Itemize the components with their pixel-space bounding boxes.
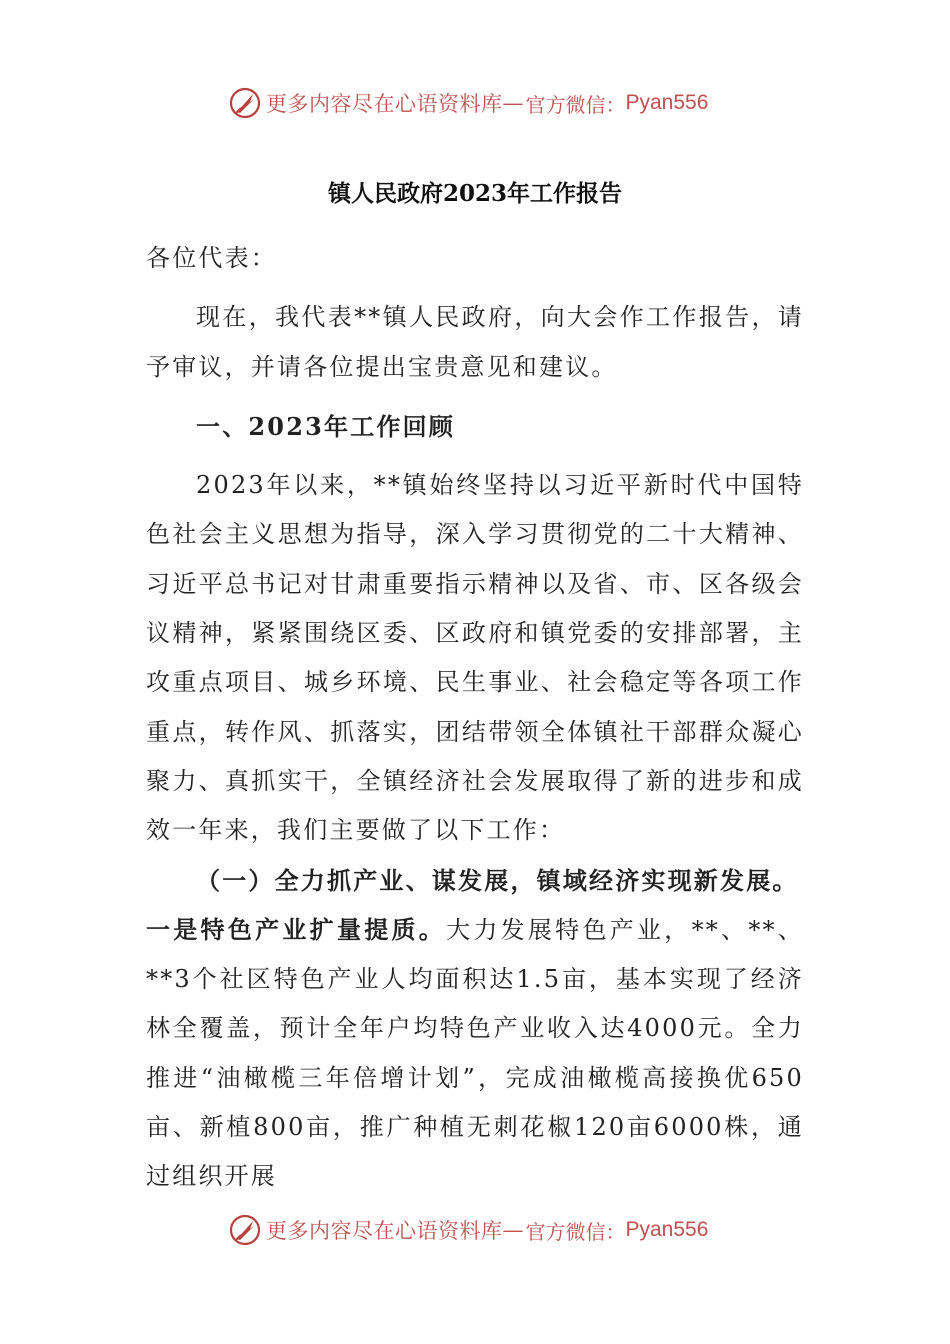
subsection1-heading: （一）全力抓产业、谋发展，镇域经济实现新发展。	[196, 865, 799, 895]
section1-paragraph: 2023年以来，**镇始终坚持以习近平新时代中国特色社会主义思想为指导，深入学习贯彻党的二十大精神、习近平总书记对甘肃重要指示精神以及省、市、区各级会议精神，紧紧围绕区委、区政府和镇党委的安排部署，主攻重点项目、城乡环境、民生事业、社会稳定等各项工作重点，转作风、抓落实，团结带领全体镇社干部群众凝心聚力、真抓实干，全镇经济社会发展取得了新的进步和成效一年来，我们主要做了以下工作：	[146, 471, 804, 845]
watermark-wechat-id: Pyan556	[625, 91, 709, 114]
watermark-wechat-label: 官方微信：	[525, 92, 626, 117]
watermark-footer	[228, 1210, 708, 1250]
subsection1-paragraph	[146, 905, 804, 1202]
document-body	[146, 234, 804, 1202]
watermark-header	[228, 83, 708, 123]
watermark-wechat-id: Pyan556	[625, 1218, 709, 1241]
watermark-text: 更多内容尽在心语资料库	[266, 92, 503, 116]
watermark-dash: —	[502, 1218, 524, 1242]
section1-heading: 一、2023年工作回顾	[196, 411, 455, 441]
salutation: 各位代表：	[146, 244, 277, 272]
quill-logo-icon	[228, 86, 262, 120]
subsection1-body: 大力发展特色产业，**、**、**3个社区特色产业人均面积达1.5亩，基本实现了经济林全覆盖，预计全年户均特色产业收入达4000元。全力推进“油橄榄三年倍增计划”，完成油橄榄高接换优650亩、新植800亩，推广种植无刺花椒120亩6000株，通过组织开展	[146, 915, 804, 1191]
watermark-wechat-label: 官方微信：	[525, 1219, 626, 1244]
subsection1-lead: 一是特色产业扩量提质。	[146, 914, 447, 944]
watermark-text: 更多内容尽在心语资料库	[266, 1219, 503, 1243]
document-title: 镇人民政府2023年工作报告	[327, 180, 622, 207]
intro-paragraph: 现在，我代表**镇人民政府，向大会作工作报告，请予审议，并请各位提出宝贵意见和建议。	[146, 303, 804, 381]
quill-logo-icon	[228, 1213, 262, 1247]
watermark-dash: —	[502, 91, 524, 115]
